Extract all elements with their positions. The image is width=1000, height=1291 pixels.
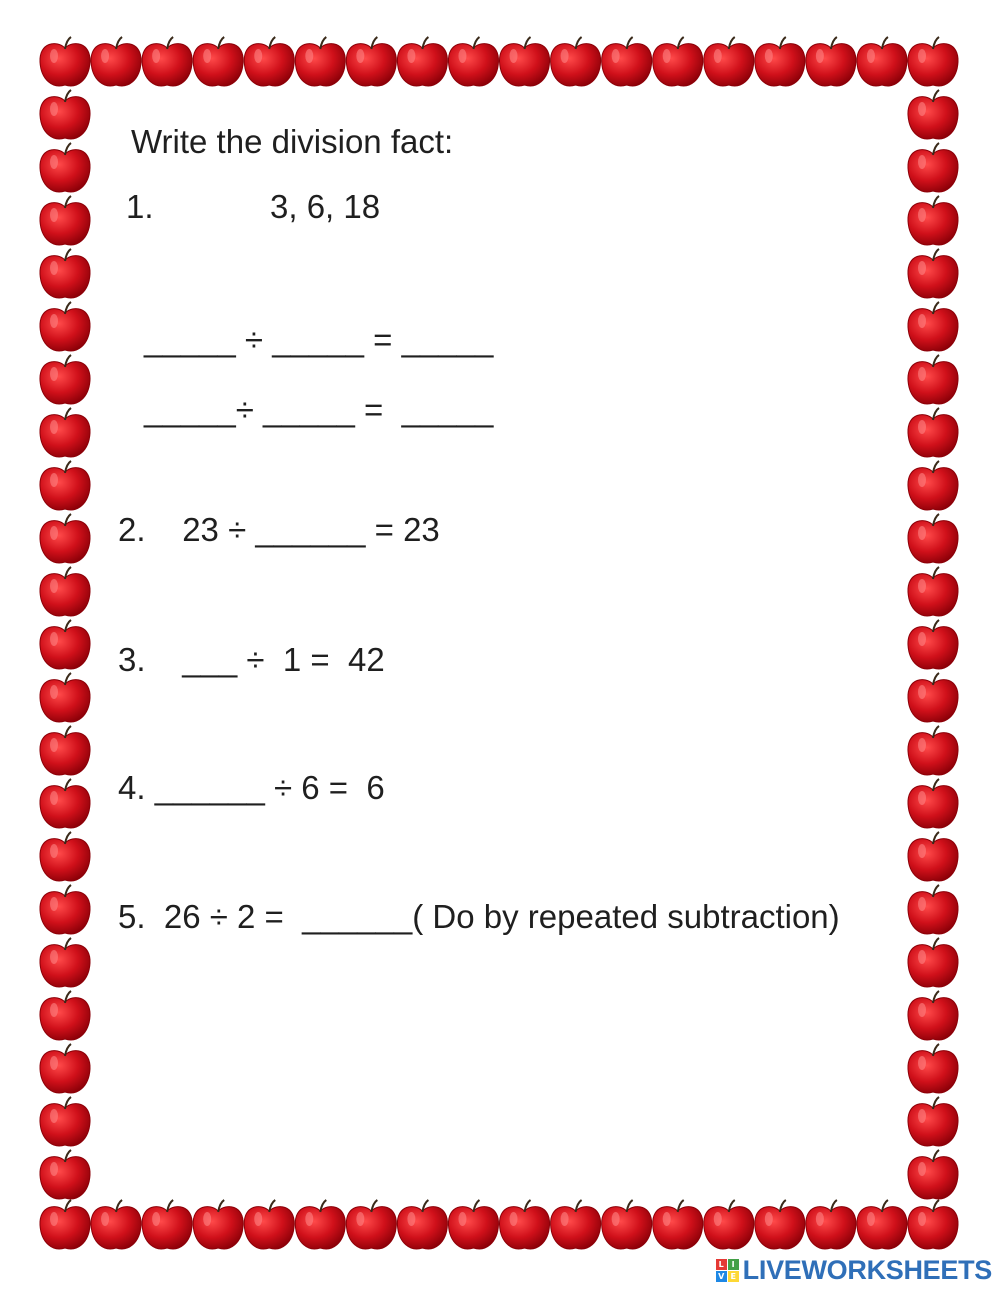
apple-icon xyxy=(40,302,90,351)
question-2[interactable]: 2. 23 ÷ ______ = 23 xyxy=(118,511,440,548)
apple-icon xyxy=(244,1200,294,1249)
apple-icon xyxy=(908,1097,958,1146)
apple-icon xyxy=(397,1200,447,1249)
apple-icon xyxy=(346,37,396,86)
apple-icon xyxy=(908,408,958,457)
apple-icon xyxy=(40,620,90,669)
brand-name: LIVEWORKSHEETS xyxy=(742,1254,992,1285)
apple-icon xyxy=(193,37,243,86)
apple-icon xyxy=(346,1200,396,1249)
apple-icon xyxy=(602,1200,652,1249)
question-3[interactable]: 3. ___ ÷ 1 = 42 xyxy=(118,641,385,678)
apple-icon xyxy=(551,37,601,86)
apple-icon xyxy=(40,779,90,828)
question-1-fact-1[interactable]: _____ ÷ _____ = _____ xyxy=(144,321,494,358)
apple-icon xyxy=(397,37,447,86)
apple-icon xyxy=(40,938,90,987)
apple-icon xyxy=(193,1200,243,1249)
apple-icon xyxy=(40,726,90,775)
apple-icon xyxy=(295,37,345,86)
apple-icon xyxy=(908,1200,958,1249)
apple-icon xyxy=(806,1200,856,1249)
apple-icon xyxy=(908,143,958,192)
apple-icon xyxy=(40,37,90,86)
question-1-numbers: 3, 6, 18 xyxy=(270,188,381,225)
apple-icon xyxy=(908,991,958,1040)
logo-grid-icon xyxy=(716,1259,739,1282)
apple-icon xyxy=(40,514,90,563)
logo-letter-e: E xyxy=(728,1271,739,1282)
apple-icon xyxy=(40,991,90,1040)
apple-icon xyxy=(908,514,958,563)
apple-icon xyxy=(40,249,90,298)
apple-icon xyxy=(908,885,958,934)
question-5[interactable]: 5. 26 ÷ 2 = ______( Do by repeated subtraction) xyxy=(118,898,840,935)
apple-icon xyxy=(40,1044,90,1093)
apple-icon xyxy=(142,1200,192,1249)
apple-icon xyxy=(499,1200,549,1249)
apple-icon xyxy=(40,90,90,139)
apple-icon xyxy=(602,37,652,86)
apple-icon xyxy=(908,90,958,139)
apple-icon xyxy=(653,37,703,86)
logo-letter-v: V xyxy=(716,1271,727,1282)
apple-icon xyxy=(908,302,958,351)
apple-icon xyxy=(908,1150,958,1199)
apple-icon xyxy=(40,355,90,404)
apple-icon xyxy=(755,1200,805,1249)
apple-icon xyxy=(91,1200,141,1249)
apple-icon xyxy=(857,37,907,86)
question-1-fact-2[interactable]: _____÷ _____ = _____ xyxy=(144,391,494,428)
instruction-heading: Write the division fact: xyxy=(131,123,454,160)
apple-icon xyxy=(653,1200,703,1249)
apple-icon xyxy=(40,1150,90,1199)
apple-icon xyxy=(908,1044,958,1093)
apple-icon xyxy=(244,37,294,86)
apple-icon xyxy=(448,37,498,86)
apple-icon xyxy=(551,1200,601,1249)
question-4[interactable]: 4. ______ ÷ 6 = 6 xyxy=(118,769,385,806)
logo-letter-l: L xyxy=(716,1259,727,1270)
apple-icon xyxy=(908,726,958,775)
apple-icon xyxy=(908,461,958,510)
apple-icon xyxy=(908,37,958,86)
apple-icon xyxy=(40,143,90,192)
apple-icon xyxy=(908,196,958,245)
apple-icon xyxy=(857,1200,907,1249)
apple-icon xyxy=(908,620,958,669)
logo-letter-i: I xyxy=(728,1259,739,1270)
apple-icon xyxy=(908,567,958,616)
apple-icon xyxy=(40,673,90,722)
apple-icon xyxy=(40,567,90,616)
apple-icon xyxy=(755,37,805,86)
apple-icon xyxy=(91,37,141,86)
apple-icon xyxy=(448,1200,498,1249)
liveworksheets-logo xyxy=(716,1254,992,1286)
apple-icon xyxy=(704,37,754,86)
apple-icon xyxy=(908,832,958,881)
apple-icon xyxy=(908,938,958,987)
apple-icon xyxy=(40,1097,90,1146)
apple-icon xyxy=(40,885,90,934)
apple-icon xyxy=(40,196,90,245)
apple-icon xyxy=(40,1200,90,1249)
apple-icon xyxy=(908,779,958,828)
apple-icon xyxy=(142,37,192,86)
question-1-number: 1. xyxy=(126,188,154,225)
apple-icon xyxy=(908,249,958,298)
apple-icon xyxy=(499,37,549,86)
apple-icon xyxy=(806,37,856,86)
apple-icon xyxy=(40,832,90,881)
apple-icon xyxy=(295,1200,345,1249)
apple-icon xyxy=(40,461,90,510)
apple-icon xyxy=(908,673,958,722)
apple-icon xyxy=(704,1200,754,1249)
apple-icon xyxy=(40,408,90,457)
apple-icon xyxy=(908,355,958,404)
